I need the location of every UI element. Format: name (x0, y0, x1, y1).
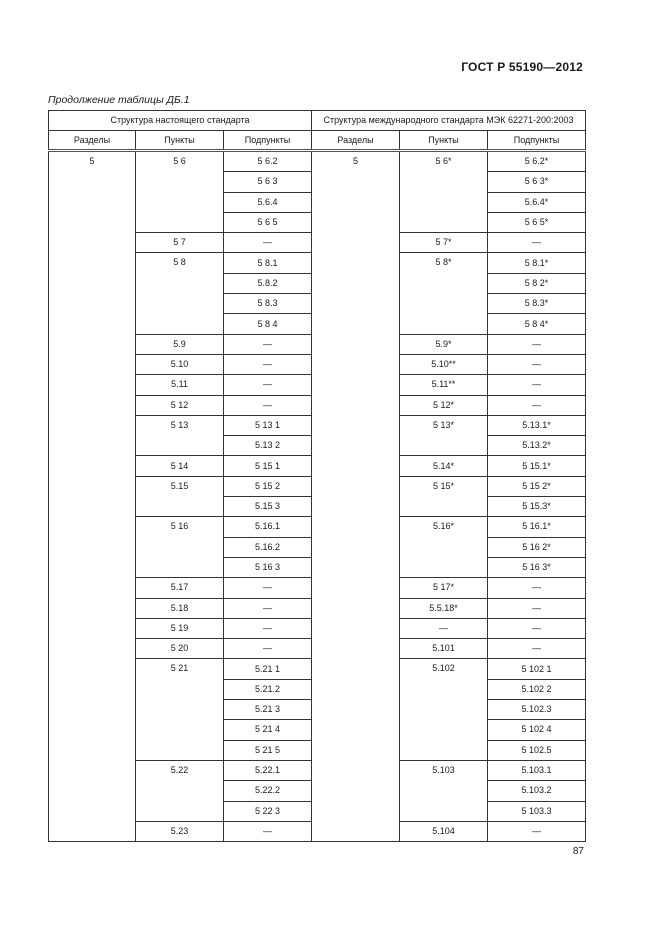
clause-cell-left: 5.9 (136, 334, 224, 354)
group-header-right: Структура международного стандарта МЭК 62271-200:2003 (312, 111, 586, 131)
subclause-cell-right: 5.102.3 (488, 700, 586, 720)
subclause-cell-right: 5.102 2 (488, 679, 586, 699)
subclause-cell-right: — (488, 639, 586, 659)
clause-cell-left: 5 7 (136, 233, 224, 253)
subclause-cell-left: 5.22.1 (224, 760, 312, 780)
clause-cell-left: 5.23 (136, 821, 224, 841)
clause-cell-left: 5.17 (136, 578, 224, 598)
subclause-cell-left: 5 6.2 (224, 151, 312, 172)
subclause-cell-right: 5 15.1* (488, 456, 586, 476)
subclause-cell-right: — (488, 618, 586, 638)
subclause-cell-right: 5 102 4 (488, 720, 586, 740)
subclause-cell-right: 5.6.4* (488, 192, 586, 212)
clause-cell-left: 5 20 (136, 639, 224, 659)
subclause-cell-right: 5 103.3 (488, 801, 586, 821)
subclause-cell-right: 5 16 3* (488, 557, 586, 577)
clause-cell-right: 5 8* (400, 253, 488, 334)
clause-cell-right: 5.14* (400, 456, 488, 476)
subclause-cell-right: 5 8.1* (488, 253, 586, 273)
subclause-cell-right: — (488, 354, 586, 374)
subclause-cell-left: 5.15 3 (224, 497, 312, 517)
clause-cell-right: 5 12* (400, 395, 488, 415)
subclause-cell-left: 5.21 3 (224, 700, 312, 720)
section-cell-right: 5 (312, 151, 400, 842)
subclause-cell-left: 5 6 3 (224, 172, 312, 192)
subclause-cell-left: 5.13 2 (224, 436, 312, 456)
subclause-cell-right: 5.103.2 (488, 781, 586, 801)
subclause-cell-right: 5 16.1* (488, 517, 586, 537)
clause-cell-right: 5 7* (400, 233, 488, 253)
subclause-cell-right: 5 6.2* (488, 151, 586, 172)
column-header-row (49, 131, 586, 151)
clause-cell-right: 5.11** (400, 375, 488, 395)
clause-cell-left: 5 16 (136, 517, 224, 578)
subclause-cell-right: 5 8 2* (488, 273, 586, 293)
subclause-cell-left: 5 6 5 (224, 212, 312, 232)
subclause-cell-left: 5.6.4 (224, 192, 312, 212)
column-header: Подпункты (488, 131, 586, 151)
clause-cell-right: 5.104 (400, 821, 488, 841)
subclause-cell-right: 5 15 2* (488, 476, 586, 496)
subclause-cell-right: — (488, 578, 586, 598)
clause-cell-left: 5 8 (136, 253, 224, 334)
subclause-cell-left: — (224, 354, 312, 374)
clause-cell-left: 5 6 (136, 151, 224, 233)
subclause-cell-right: 5 16 2* (488, 537, 586, 557)
subclause-cell-left: 5 15 2 (224, 476, 312, 496)
column-header: Подпункты (224, 131, 312, 151)
subclause-cell-right: — (488, 821, 586, 841)
subclause-cell-right: — (488, 334, 586, 354)
subclause-cell-left: 5 13 1 (224, 415, 312, 435)
subclause-cell-right: 5 15.3* (488, 497, 586, 517)
subclause-cell-left: 5.21 1 (224, 659, 312, 679)
subclause-cell-left: — (224, 639, 312, 659)
clause-cell-right: 5.16* (400, 517, 488, 578)
clause-cell-left: 5 14 (136, 456, 224, 476)
subclause-cell-right: — (488, 598, 586, 618)
subclause-cell-left: — (224, 618, 312, 638)
subclause-cell-right: 5 8 4* (488, 314, 586, 334)
clause-cell-left: 5.10 (136, 354, 224, 374)
subclause-cell-left: 5 22 3 (224, 801, 312, 821)
clause-cell-right: 5.103 (400, 760, 488, 821)
subclause-cell-left: 5 21 5 (224, 740, 312, 760)
subclause-cell-right: — (488, 395, 586, 415)
column-header: Пункты (400, 131, 488, 151)
clause-cell-left: 5.11 (136, 375, 224, 395)
clause-cell-right: — (400, 618, 488, 638)
clause-cell-left: 5 13 (136, 415, 224, 456)
clause-cell-right: 5.10** (400, 354, 488, 374)
subclause-cell-right: 5 102 1 (488, 659, 586, 679)
subclause-cell-left: — (224, 233, 312, 253)
clause-cell-right: 5.101 (400, 639, 488, 659)
subclause-cell-right: 5 102.5 (488, 740, 586, 760)
page-number: 87 (572, 846, 584, 857)
subclause-cell-right: 5 6 3* (488, 172, 586, 192)
subclause-cell-right: 5.13.2* (488, 436, 586, 456)
table-caption: Продолжение таблицы ДБ.1 (48, 94, 190, 106)
clause-cell-left: 5.18 (136, 598, 224, 618)
subclause-cell-right: 5 8.3* (488, 294, 586, 314)
subclause-cell-left: 5.16.2 (224, 537, 312, 557)
clause-cell-right: 5.102 (400, 659, 488, 760)
clause-cell-right: 5 6* (400, 151, 488, 233)
subclause-cell-left: — (224, 821, 312, 841)
clause-cell-left: 5 21 (136, 659, 224, 760)
subclause-cell-left: 5.16.1 (224, 517, 312, 537)
clause-cell-left: 5 12 (136, 395, 224, 415)
subclause-cell-right: 5.13.1* (488, 415, 586, 435)
clause-cell-left: 5 19 (136, 618, 224, 638)
subclause-cell-left: — (224, 375, 312, 395)
subclause-cell-left: — (224, 334, 312, 354)
subclause-cell-right: — (488, 233, 586, 253)
subclause-cell-left: — (224, 578, 312, 598)
subclause-cell-left: — (224, 598, 312, 618)
subclause-cell-left: 5.8.2 (224, 273, 312, 293)
clause-cell-right: 5.9* (400, 334, 488, 354)
clause-cell-right: 5 17* (400, 578, 488, 598)
group-header-row (49, 111, 586, 131)
subclause-cell-left: — (224, 395, 312, 415)
document-code: ГОСТ Р 55190—2012 (461, 60, 583, 74)
subclause-cell-left: 5 8.3 (224, 294, 312, 314)
subclause-cell-left: 5 15 1 (224, 456, 312, 476)
clause-cell-right: 5 13* (400, 415, 488, 456)
subclause-cell-right: — (488, 375, 586, 395)
clause-cell-left: 5.22 (136, 760, 224, 821)
subclause-cell-left: 5.22.2 (224, 781, 312, 801)
clause-cell-right: 5 15* (400, 476, 488, 517)
clause-cell-left: 5.15 (136, 476, 224, 517)
subclause-cell-right: 5 6 5* (488, 212, 586, 232)
subclause-cell-left: 5 8 4 (224, 314, 312, 334)
subclause-cell-left: 5 8.1 (224, 253, 312, 273)
subclause-cell-left: 5 16 3 (224, 557, 312, 577)
group-header-left: Структура настоящего стандарта (49, 111, 312, 131)
subclause-cell-left: 5.21.2 (224, 679, 312, 699)
column-header: Разделы (49, 131, 136, 151)
column-header: Пункты (136, 131, 224, 151)
subclause-cell-right: 5.103.1 (488, 760, 586, 780)
column-header: Разделы (312, 131, 400, 151)
correspondence-table (48, 110, 586, 842)
section-cell-left: 5 (49, 151, 136, 842)
clause-cell-right: 5.5.18* (400, 598, 488, 618)
table-row (49, 151, 586, 172)
subclause-cell-left: 5 21 4 (224, 720, 312, 740)
